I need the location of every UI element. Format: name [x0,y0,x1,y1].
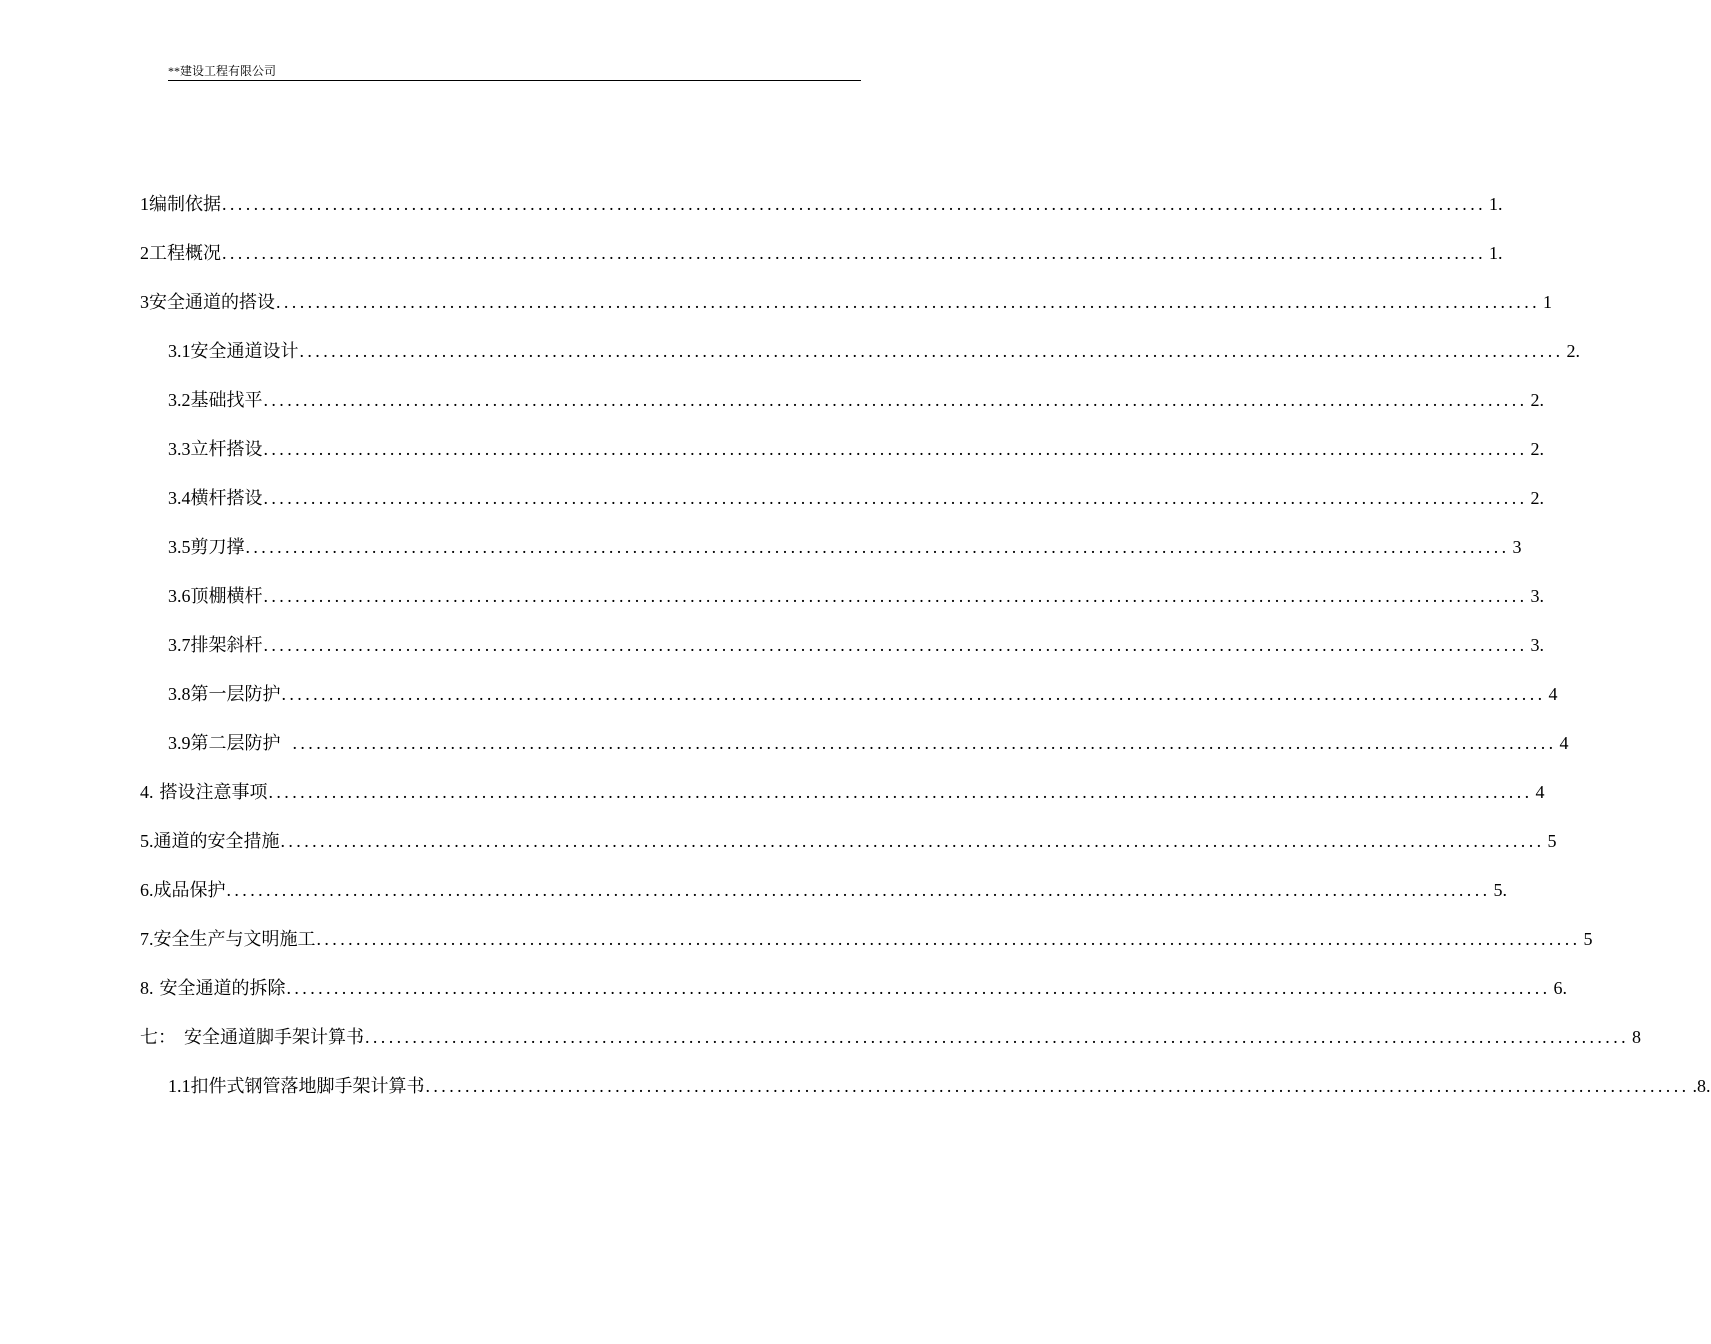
toc-title: 排架斜杆 [190,635,263,655]
toc-entry[interactable] [168,728,1569,754]
toc-leader: ................................................................................................................................................................ [286,978,1551,998]
toc-title: 安全通道脚手架计算书 [184,1027,364,1047]
toc-page: 1. [1489,243,1503,263]
toc-number: 2 [140,243,149,263]
toc-leader: ................................................................................................................................................................ [276,292,1540,312]
toc-title: 第一层防护 [190,684,281,704]
toc-leader: ................................................................................................................................................................ [222,243,1486,263]
toc-page: 4 [1535,782,1545,802]
toc-leader: ................................................................................................................................................................ [226,880,1491,900]
toc-title: 成品保护 [153,880,226,900]
toc-entry[interactable] [140,287,1552,313]
toc-entry[interactable] [140,238,1503,264]
toc-title: 横杆搭设 [190,488,263,508]
toc-entry[interactable] [168,679,1558,705]
toc-number: 3.2 [168,390,191,410]
toc-title: 剪刀撑 [190,537,245,557]
toc-page: 1 [1543,292,1552,312]
toc-page: 5 [1547,831,1557,851]
toc-number: 6. [140,880,154,900]
toc-leader: ................................................................................................................................................................ [263,635,1528,655]
toc-entry[interactable] [140,1022,1641,1048]
toc-title: 编制依据 [149,194,221,214]
toc-number: 3.8 [168,684,191,704]
toc-entry[interactable] [168,630,1544,656]
toc-page: 2. [1530,488,1544,508]
toc-title: 顶棚横杆 [190,586,263,606]
toc-entry[interactable] [168,1071,1711,1097]
toc-number: 5. [140,831,154,851]
company-name: **建设工程有限公司 [168,64,277,78]
toc-page: 5. [1493,880,1507,900]
toc-leader: ................................................................................................................................................................ [425,1076,1690,1096]
toc-entry[interactable] [168,532,1522,558]
toc-title: 安全生产与文明施工 [153,929,316,949]
toc-number: 3.7 [168,635,191,655]
toc-page: 6. [1553,978,1567,998]
toc-number: 3.1 [168,341,191,361]
toc-entry[interactable] [168,434,1544,460]
toc-title: 立杆搭设 [190,439,263,459]
toc-leader: ................................................................................................................................................................ [316,929,1581,949]
toc-leader: ................................................................................................................................................................ [245,537,1510,557]
toc-title: 工程概况 [149,243,221,263]
toc-number: 3.9 [168,733,191,753]
toc-leader: ................................................................................................................................................................ [365,1027,1629,1047]
toc-number: 3.4 [168,488,191,508]
toc-entry[interactable] [168,385,1544,411]
toc-number: 8. [140,978,154,998]
toc-page: 2. [1530,439,1544,459]
toc-leader: ................................................................................................................................................................ [263,439,1528,459]
toc-page: 2. [1530,390,1544,410]
toc-title: 扣件式钢管落地脚手架计算书 [190,1076,425,1096]
toc-number: 4. [140,782,154,802]
toc-entry[interactable] [140,777,1545,803]
toc-entry[interactable] [140,189,1503,215]
toc-leader: ................................................................................................................................................................ [280,831,1545,851]
toc-page: 8 [1632,1027,1641,1047]
toc-leader: ................................................................................................................................................................ [292,733,1557,753]
toc-page: 4 [1559,733,1569,753]
toc-number: 1 [140,194,149,214]
toc-title: 基础找平 [190,390,263,410]
toc-leader: ................................................................................................................................................................ [268,782,1533,802]
toc-number: 1.1 [168,1076,191,1096]
toc-entry[interactable] [140,924,1593,950]
toc-title: 安全通道的搭设 [149,292,275,312]
toc-page: 4 [1548,684,1558,704]
toc-page: 3 [1512,537,1522,557]
toc-title: 第二层防护 [190,733,281,753]
toc-title: 安全通道的拆除 [159,978,286,998]
toc-leader: ................................................................................................................................................................ [281,684,1546,704]
toc-leader: ................................................................................................................................................................ [263,586,1528,606]
toc-title: 安全通道设计 [190,341,299,361]
toc-title: 搭设注意事项 [159,782,268,802]
toc-page: 1. [1489,194,1503,214]
toc-entry[interactable] [168,483,1544,509]
toc-number: 3 [140,292,149,312]
toc-leader: ................................................................................................................................................................ [263,488,1528,508]
toc-number: 3.6 [168,586,191,606]
toc-page: 2. [1566,341,1580,361]
toc-entry[interactable] [140,973,1567,999]
toc-entry[interactable] [140,826,1557,852]
toc-entry[interactable] [140,875,1507,901]
toc-page: 3. [1530,635,1544,655]
toc-title: 通道的安全措施 [153,831,280,851]
toc-page: 5 [1583,929,1593,949]
toc-page: 3. [1530,586,1544,606]
toc-entry[interactable] [168,336,1580,362]
toc-number: 7. [140,929,154,949]
toc-number: 七： [140,1027,176,1047]
toc-number: 3.5 [168,537,191,557]
toc-leader: ................................................................................................................................................................ [299,341,1564,361]
toc-page: .8. [1692,1076,1711,1096]
toc-leader: ................................................................................................................................................................ [263,390,1528,410]
toc-leader: ................................................................................................................................................................ [222,194,1486,214]
toc-number: 3.3 [168,439,191,459]
toc-entry[interactable] [168,581,1544,607]
